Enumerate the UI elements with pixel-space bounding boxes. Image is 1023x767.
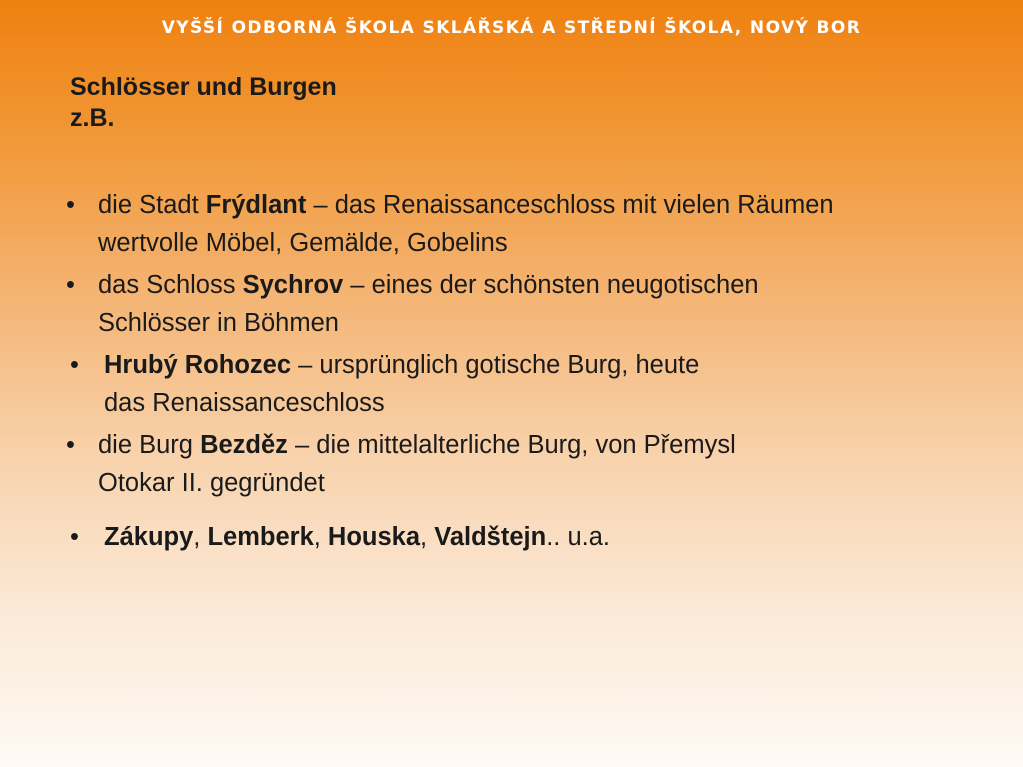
- place-name-lemberk: Lemberk: [207, 523, 314, 551]
- item-text-post: – ursprünglich gotische Burg, heute: [291, 351, 700, 379]
- item-text-pre: die Stadt: [98, 191, 206, 219]
- list-item-line1: [98, 426, 1000, 464]
- item-text-pre: das Schloss: [98, 271, 243, 299]
- item-place-name: Frýdlant: [205, 191, 307, 219]
- item-text-post: – die mittelalterliche Burg, von Přemysl: [287, 431, 736, 459]
- place-name-zakupy: Zákupy: [104, 523, 194, 551]
- header-bar: [0, 0, 1023, 60]
- slide-title: [70, 72, 337, 134]
- list-item-frydlant: [60, 186, 1000, 262]
- bullet-icon: •: [66, 431, 75, 459]
- place-name-houska: Houska: [327, 523, 421, 551]
- school-name-header: VYŠŠÍ ODBORNÁ ŠKOLA SKLÁŘSKÁ A STŘEDNÍ ŠKOLA, NOVÝ BOR: [161, 18, 862, 38]
- bullet-icon: •: [66, 191, 75, 219]
- slide-title-line1: Schlösser und Burgen: [70, 73, 337, 101]
- item-place-name: Hrubý Rohozec: [104, 351, 292, 379]
- slide-title-line2: z.B.: [70, 104, 115, 132]
- list-item-line2: Otokar II. gegründet: [98, 469, 325, 497]
- list-item-bezdez: [60, 426, 1000, 502]
- item-text-pre: die Burg: [98, 431, 201, 459]
- separator: ,: [193, 523, 208, 551]
- list-item-line1: [104, 346, 1000, 384]
- item-text-post: – das Renaissanceschloss mit vielen Räumen: [306, 191, 834, 219]
- list-item-line2: Schlösser in Böhmen: [98, 309, 339, 337]
- separator: ,: [313, 523, 328, 551]
- list-item-sychrov: [60, 266, 1000, 342]
- list-item-hruby-rohozec: [60, 346, 1000, 422]
- list-item-line2: wertvolle Möbel, Gemälde, Gobelins: [98, 229, 508, 257]
- list-item-other-castles: [60, 518, 1000, 556]
- item-place-name: Bezděz: [200, 431, 288, 459]
- item-place-name: Sychrov: [242, 271, 344, 299]
- bullet-icon: •: [70, 523, 79, 551]
- place-name-valdstejn: Valdštejn: [434, 523, 547, 551]
- list-item-line1: [98, 266, 1000, 304]
- bullet-icon: •: [70, 351, 79, 379]
- separator: ,: [420, 523, 435, 551]
- item-text-post: – eines der schönsten neugotischen: [343, 271, 759, 299]
- bullet-icon: •: [66, 271, 75, 299]
- list-item-line2: das Renaissanceschloss: [104, 389, 385, 417]
- list-item-line1: [104, 518, 1000, 556]
- item-text-tail: .. u.a.: [546, 523, 610, 551]
- list-item-line1: [98, 186, 1000, 224]
- bullet-list: [60, 186, 1000, 560]
